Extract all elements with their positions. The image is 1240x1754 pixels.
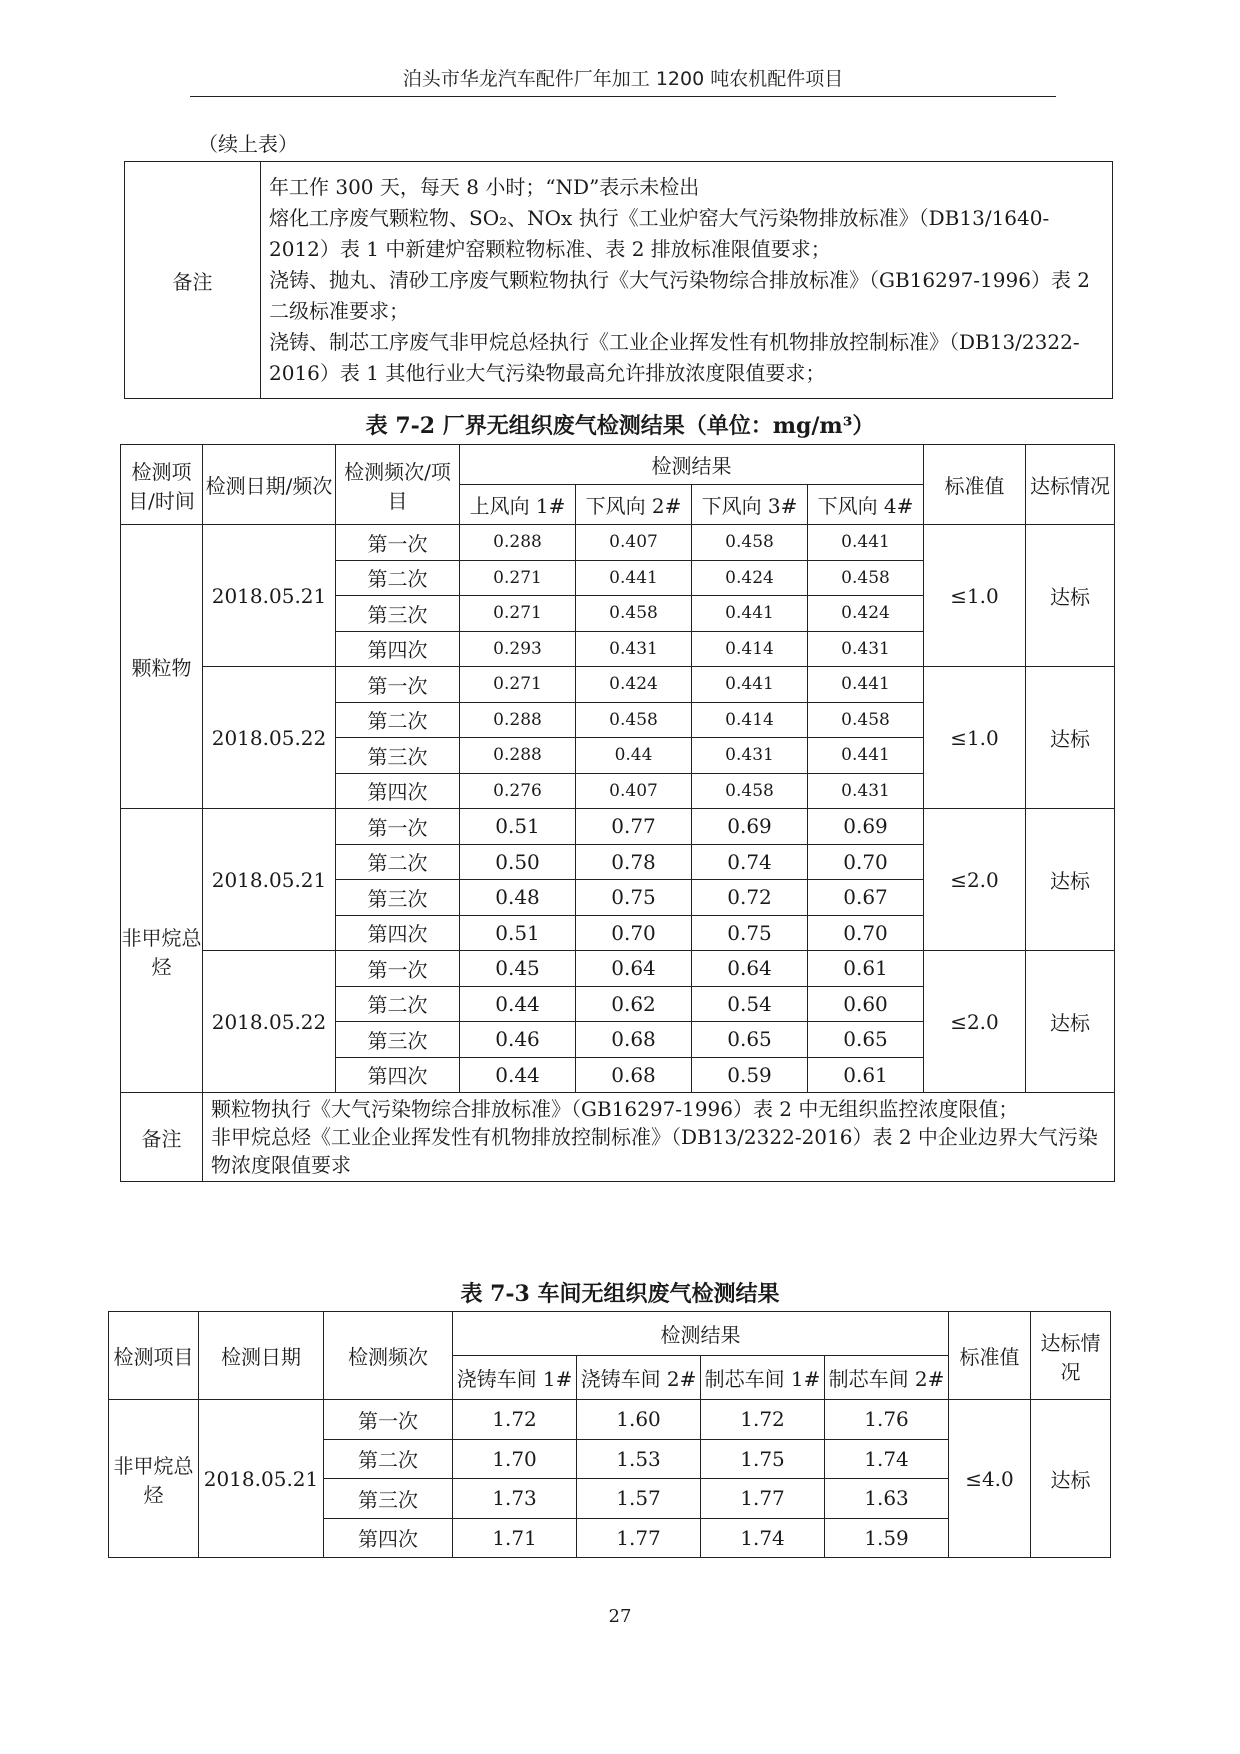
- header-point: 上风向 1#: [460, 485, 576, 525]
- remark-content: [261, 162, 1113, 399]
- value-cell: 0.65: [808, 1022, 924, 1058]
- value-cell: 0.61: [808, 1057, 924, 1093]
- value-cell: 0.271: [460, 667, 576, 703]
- header-point: 下风向 3#: [692, 485, 808, 525]
- standard-cell: ≤2.0: [924, 951, 1026, 1093]
- value-cell: 0.407: [576, 773, 692, 809]
- value-cell: 0.50: [460, 844, 576, 880]
- value-cell: 0.75: [692, 915, 808, 951]
- remark-line: 浇铸、抛丸、清砂工序废气颗粒物执行《大气污染物综合排放标准》（GB16297-1996）表 2 二级标准要求；: [269, 267, 1091, 323]
- value-cell: 1.74: [825, 1439, 949, 1479]
- table-row: [121, 525, 1115, 561]
- table3-caption: 表 7-3 车间无组织废气检测结果: [460, 1281, 780, 1307]
- value-cell: 0.44: [460, 986, 576, 1022]
- page-number: 27: [608, 1606, 632, 1627]
- table-row: [109, 1400, 1111, 1440]
- freq-cell: 第三次: [336, 738, 460, 774]
- table2-caption: 表 7-2 厂界无组织废气检测结果（单位：mg/m³）: [365, 413, 875, 439]
- value-cell: 0.51: [460, 809, 576, 845]
- header-date: 检测日期: [199, 1312, 324, 1400]
- freq-cell: 第二次: [336, 844, 460, 880]
- freq-cell: 第四次: [336, 631, 460, 667]
- workshop-emission-table: [108, 1311, 1111, 1558]
- item-cell: 颗粒物: [121, 525, 203, 809]
- remark-table: [124, 161, 1113, 399]
- value-cell: 0.70: [576, 915, 692, 951]
- date-cell: 2018.05.21: [203, 809, 336, 951]
- standard-cell: ≤4.0: [949, 1400, 1031, 1558]
- value-cell: 0.431: [692, 738, 808, 774]
- value-cell: 0.64: [576, 951, 692, 987]
- item-cell: 非甲烷总烃: [109, 1400, 199, 1558]
- value-cell: 1.63: [825, 1479, 949, 1519]
- value-cell: 1.75: [701, 1439, 825, 1479]
- freq-cell: 第四次: [324, 1518, 453, 1558]
- remark-line: 颗粒物执行《大气污染物综合排放标准》（GB16297-1996）表 2 中无组织监控浓度限值；: [211, 1097, 1019, 1121]
- value-cell: 0.441: [808, 738, 924, 774]
- value-cell: 0.51: [460, 915, 576, 951]
- header-date: 检测日期/频次: [203, 445, 336, 525]
- standard-cell: ≤1.0: [924, 667, 1026, 809]
- value-cell: 0.68: [576, 1022, 692, 1058]
- value-cell: 1.74: [701, 1518, 825, 1558]
- value-cell: 0.64: [692, 951, 808, 987]
- remark-line: 非甲烷总烃《工业企业挥发性有机物排放控制标准》（DB13/2322-2016）表 2 中企业边界大气污染物浓度限值要求: [211, 1125, 1098, 1177]
- freq-cell: 第三次: [336, 596, 460, 632]
- header-status: 达标情况: [1031, 1312, 1111, 1400]
- value-cell: 0.431: [576, 631, 692, 667]
- freq-cell: 第一次: [336, 809, 460, 845]
- remark-label: 备注: [121, 1093, 203, 1182]
- value-cell: 0.44: [576, 738, 692, 774]
- value-cell: 0.74: [692, 844, 808, 880]
- header-item: 检测项目/时间: [121, 445, 203, 525]
- status-cell: 达标: [1026, 525, 1115, 667]
- value-cell: 0.431: [808, 773, 924, 809]
- freq-cell: 第一次: [336, 667, 460, 703]
- freq-cell: 第一次: [336, 525, 460, 561]
- value-cell: 0.62: [576, 986, 692, 1022]
- value-cell: 1.59: [825, 1518, 949, 1558]
- value-cell: 0.65: [692, 1022, 808, 1058]
- freq-cell: 第二次: [324, 1439, 453, 1479]
- value-cell: 1.53: [577, 1439, 701, 1479]
- boundary-emission-table: [120, 444, 1115, 1182]
- date-cell: 2018.05.21: [203, 525, 336, 667]
- item-cell: 非甲烷总烃: [121, 809, 203, 1093]
- value-cell: 0.54: [692, 986, 808, 1022]
- value-cell: 0.60: [808, 986, 924, 1022]
- header-status: 达标情况: [1026, 445, 1115, 525]
- freq-cell: 第二次: [336, 560, 460, 596]
- value-cell: 0.271: [460, 596, 576, 632]
- value-cell: 0.431: [808, 631, 924, 667]
- value-cell: 0.458: [808, 702, 924, 738]
- status-cell: 达标: [1031, 1400, 1111, 1558]
- value-cell: 1.77: [577, 1518, 701, 1558]
- value-cell: 0.271: [460, 560, 576, 596]
- table-row: [121, 951, 1115, 987]
- header-result: 检测结果: [460, 445, 924, 485]
- table-row: [121, 667, 1115, 703]
- value-cell: 0.78: [576, 844, 692, 880]
- freq-cell: 第三次: [336, 1022, 460, 1058]
- freq-cell: 第一次: [324, 1400, 453, 1440]
- freq-cell: 第四次: [336, 773, 460, 809]
- value-cell: 0.69: [692, 809, 808, 845]
- standard-cell: ≤1.0: [924, 525, 1026, 667]
- value-cell: 0.458: [576, 702, 692, 738]
- header-point: 制芯车间 2#: [825, 1356, 949, 1400]
- standard-cell: ≤2.0: [924, 809, 1026, 951]
- table-row: [121, 809, 1115, 845]
- value-cell: 0.458: [808, 560, 924, 596]
- header-result: 检测结果: [453, 1312, 949, 1356]
- header-point: 下风向 2#: [576, 485, 692, 525]
- continued-label: （续上表）: [198, 132, 298, 156]
- value-cell: 0.414: [692, 631, 808, 667]
- value-cell: 0.46: [460, 1022, 576, 1058]
- freq-cell: 第三次: [336, 880, 460, 916]
- freq-cell: 第三次: [324, 1479, 453, 1519]
- value-cell: 0.414: [692, 702, 808, 738]
- freq-cell: 第四次: [336, 1057, 460, 1093]
- value-cell: 0.67: [808, 880, 924, 916]
- value-cell: 0.45: [460, 951, 576, 987]
- value-cell: 0.48: [460, 880, 576, 916]
- value-cell: 0.72: [692, 880, 808, 916]
- value-cell: 0.441: [576, 560, 692, 596]
- freq-cell: 第二次: [336, 986, 460, 1022]
- value-cell: 0.59: [692, 1057, 808, 1093]
- date-cell: 2018.05.22: [203, 667, 336, 809]
- date-cell: 2018.05.22: [203, 951, 336, 1093]
- value-cell: 0.458: [692, 525, 808, 561]
- value-cell: 1.76: [825, 1400, 949, 1440]
- value-cell: 0.75: [576, 880, 692, 916]
- value-cell: 0.441: [808, 667, 924, 703]
- value-cell: 0.288: [460, 738, 576, 774]
- value-cell: 1.57: [577, 1479, 701, 1519]
- header-standard: 标准值: [949, 1312, 1031, 1400]
- value-cell: 0.288: [460, 525, 576, 561]
- value-cell: 0.68: [576, 1057, 692, 1093]
- freq-cell: 第四次: [336, 915, 460, 951]
- header-freq: 检测频次: [324, 1312, 453, 1400]
- value-cell: 0.77: [576, 809, 692, 845]
- page-header: 泊头市华龙汽车配件厂年加工 1200 吨农机配件项目: [190, 66, 1056, 97]
- value-cell: 1.70: [453, 1439, 577, 1479]
- remark-line: 年工作 300 天，每天 8 小时；“ND”表示未检出: [269, 174, 700, 199]
- value-cell: 0.293: [460, 631, 576, 667]
- header-freq: 检测频次/项目: [336, 445, 460, 525]
- header-point: 浇铸车间 1#: [453, 1356, 577, 1400]
- value-cell: 0.276: [460, 773, 576, 809]
- remark-line: 熔化工序废气颗粒物、SO₂、NOx 执行《工业炉窑大气污染物排放标准》（DB13/1640-2012）表 1 中新建炉窑颗粒物标准、表 2 排放标准限值要求；: [269, 205, 1050, 261]
- value-cell: 0.407: [576, 525, 692, 561]
- value-cell: 1.72: [453, 1400, 577, 1440]
- value-cell: 1.60: [577, 1400, 701, 1440]
- freq-cell: 第一次: [336, 951, 460, 987]
- freq-cell: 第二次: [336, 702, 460, 738]
- date-cell: 2018.05.21: [199, 1400, 324, 1558]
- value-cell: 1.71: [453, 1518, 577, 1558]
- value-cell: 0.44: [460, 1057, 576, 1093]
- status-cell: 达标: [1026, 809, 1115, 951]
- value-cell: 0.424: [692, 560, 808, 596]
- value-cell: 0.458: [692, 773, 808, 809]
- remark-line: 浇铸、制芯工序废气非甲烷总烃执行《工业企业挥发性有机物排放控制标准》（DB13/2322-2016）表 1 其他行业大气污染物最高允许排放浓度限值要求；: [269, 329, 1080, 385]
- value-cell: 0.69: [808, 809, 924, 845]
- value-cell: 0.441: [808, 525, 924, 561]
- status-cell: 达标: [1026, 667, 1115, 809]
- value-cell: 0.424: [808, 596, 924, 632]
- header-standard: 标准值: [924, 445, 1026, 525]
- value-cell: 1.77: [701, 1479, 825, 1519]
- header-item: 检测项目: [109, 1312, 199, 1400]
- header-point: 制芯车间 1#: [701, 1356, 825, 1400]
- value-cell: 1.73: [453, 1479, 577, 1519]
- value-cell: 0.441: [692, 596, 808, 632]
- status-cell: 达标: [1026, 951, 1115, 1093]
- value-cell: 0.70: [808, 915, 924, 951]
- header-point: 浇铸车间 2#: [577, 1356, 701, 1400]
- value-cell: 0.61: [808, 951, 924, 987]
- value-cell: 0.441: [692, 667, 808, 703]
- value-cell: 0.458: [576, 596, 692, 632]
- remark-content: [203, 1093, 1115, 1182]
- remark-label: 备注: [125, 162, 261, 399]
- value-cell: 0.70: [808, 844, 924, 880]
- header-point: 下风向 4#: [808, 485, 924, 525]
- value-cell: 0.288: [460, 702, 576, 738]
- value-cell: 0.424: [576, 667, 692, 703]
- value-cell: 1.72: [701, 1400, 825, 1440]
